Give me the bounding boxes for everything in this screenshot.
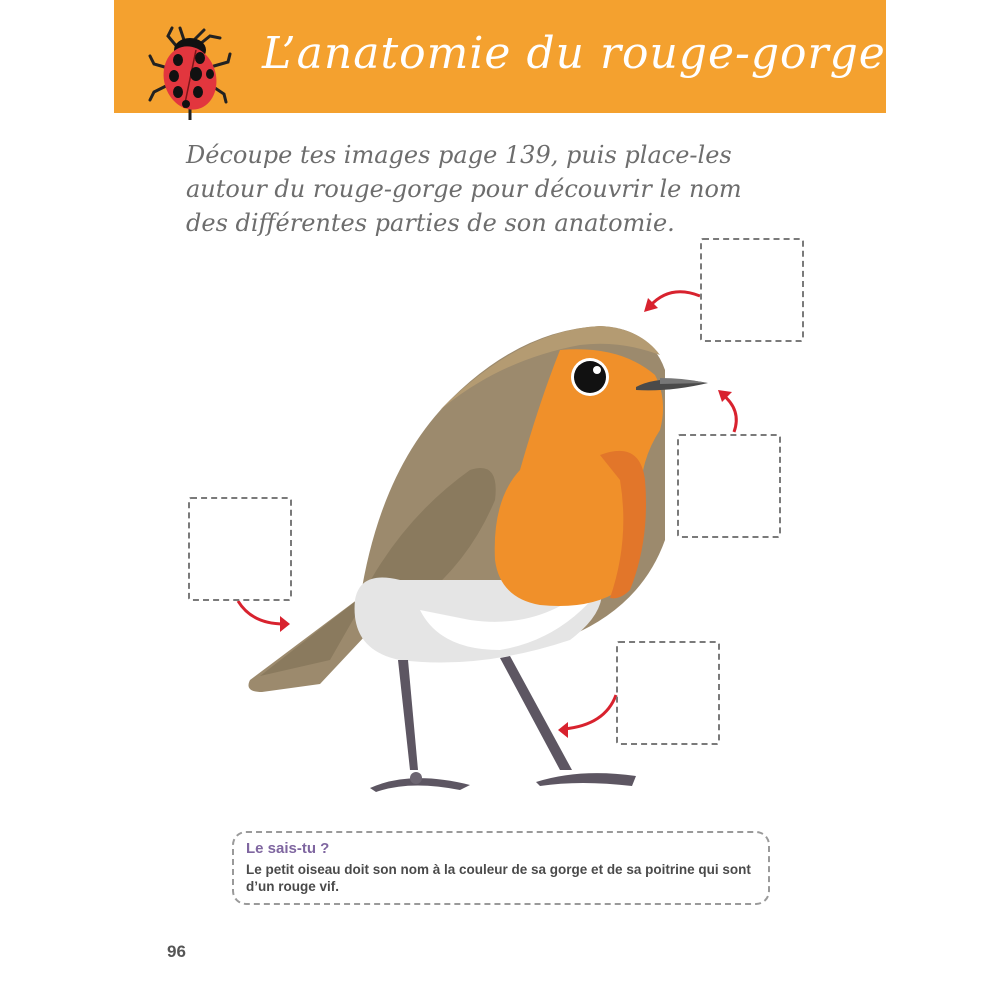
page-number: 96	[167, 942, 186, 961]
instructions-text: Découpe tes images page 139, puis place-les autour du rouge-gorge pour découvrir le nom des différentes parties de son anatomie.	[186, 141, 742, 237]
page-title: L’anatomie du rouge-gorge	[262, 28, 886, 79]
did-you-know-box	[232, 831, 770, 905]
drop-box-tail[interactable]	[188, 497, 292, 601]
fact-title: Le sais-tu ?	[246, 840, 330, 857]
drop-box-leg[interactable]	[616, 641, 720, 745]
fact-text: Le petit oiseau doit son nom à la couleur de sa gorge et de sa poitrine qui sont d’un rouge vif.	[246, 862, 751, 894]
drop-box-beak[interactable]	[677, 434, 781, 538]
drop-box-head[interactable]	[700, 238, 804, 342]
